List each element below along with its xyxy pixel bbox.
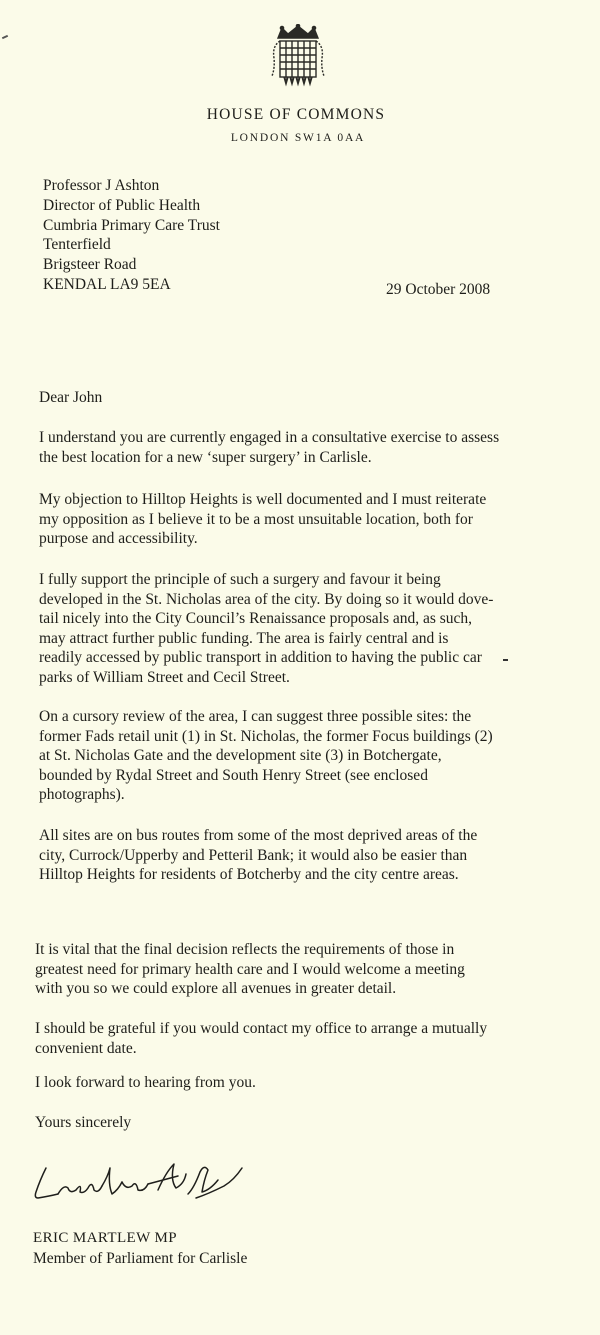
body-line: may attract further public funding. The area is fairly central and is	[39, 629, 449, 647]
body-line: the best location for a new ‘super surgery’ in Carlisle.	[39, 448, 372, 466]
closing	[35, 1113, 555, 1133]
body-line: purpose and accessibility.	[39, 530, 198, 548]
recipient-line: Brigsteer Road	[43, 256, 137, 274]
recipient-line: Cumbria Primary Care Trust	[43, 216, 220, 234]
body-paragraph	[39, 570, 559, 688]
recipient-line: KENDAL LA9 5EA	[43, 275, 171, 293]
body-line: On a cursory review of the area, I can suggest three possible sites: the	[39, 708, 472, 725]
letter-date: 29 October 2008	[386, 281, 491, 298]
body-line: convenient date.	[35, 1039, 137, 1057]
body-line: city, Currock/Upperby and Petteril Bank; it would also be easier than	[39, 846, 468, 864]
closing-line: Yours sincerely	[35, 1114, 132, 1131]
body-line: I understand you are currently engaged in a consultative exercise to assess	[39, 429, 500, 446]
recipient-line: Tenterfield	[43, 236, 111, 254]
body-paragraph	[35, 1073, 555, 1093]
body-line: readily accessed by public transport in addition to having the public car	[39, 649, 482, 667]
body-line: I fully support the principle of such a surgery and favour it being	[39, 571, 441, 588]
signatory-title: Member of Parliament for Carlisle	[33, 1250, 248, 1267]
body-line: Hilltop Heights for residents of Botcherby and the city centre areas.	[39, 866, 459, 884]
body-paragraph	[35, 940, 555, 999]
signatory-name: ERIC MARTLEW MP	[33, 1230, 177, 1246]
body-line: tail nicely into the City Council’s Renaissance proposals and, as such,	[39, 610, 473, 628]
body-paragraph	[39, 707, 559, 805]
body-line: developed in the St. Nicholas area of the city. By doing so it would dove-	[39, 590, 494, 608]
portcullis-crest-icon	[268, 24, 328, 90]
salutation: Dear John	[39, 389, 103, 406]
body-line: bounded by Rydal Street and South Henry Street (see enclosed	[39, 766, 428, 784]
body-line: my opposition as I believe it to be a most unsuitable location, both for	[39, 510, 473, 528]
letterhead-name: HOUSE OF COMMONS	[206, 106, 386, 123]
body-line: with you so we could explore all avenues in greater detail.	[35, 980, 397, 998]
body-paragraph	[39, 428, 559, 467]
handwritten-signature	[28, 1154, 258, 1214]
body-line: greatest need for primary health care and I would welcome a meeting	[35, 960, 465, 978]
body-line: All sites are on bus routes from some of the most deprived areas of the	[39, 827, 478, 844]
letterhead-address: LONDON SW1A 0AA	[230, 132, 366, 144]
margin-mark	[503, 659, 508, 661]
body-paragraph	[39, 490, 559, 549]
body-line: parks of William Street and Cecil Street.	[39, 668, 290, 686]
scan-mark	[2, 35, 8, 39]
body-paragraph	[35, 1019, 555, 1058]
body-line: My objection to Hilltop Heights is well documented and I must reiterate	[39, 491, 487, 508]
body-paragraph	[39, 826, 559, 885]
body-line: It is vital that the final decision reflects the requirements of those in	[35, 941, 455, 958]
recipient-address	[43, 176, 220, 295]
recipient-line: Professor J Ashton	[43, 177, 160, 194]
body-line: former Fads retail unit (1) in St. Nicholas, the former Focus buildings (2)	[39, 727, 493, 745]
body-line: I should be grateful if you would contact my office to arrange a mutually	[35, 1020, 488, 1037]
body-line: at St. Nicholas Gate and the development site (3) in Botchergate,	[39, 747, 442, 765]
recipient-line: Director of Public Health	[43, 196, 201, 214]
body-line: photographs).	[39, 786, 125, 804]
body-line: I look forward to hearing from you.	[35, 1074, 256, 1091]
